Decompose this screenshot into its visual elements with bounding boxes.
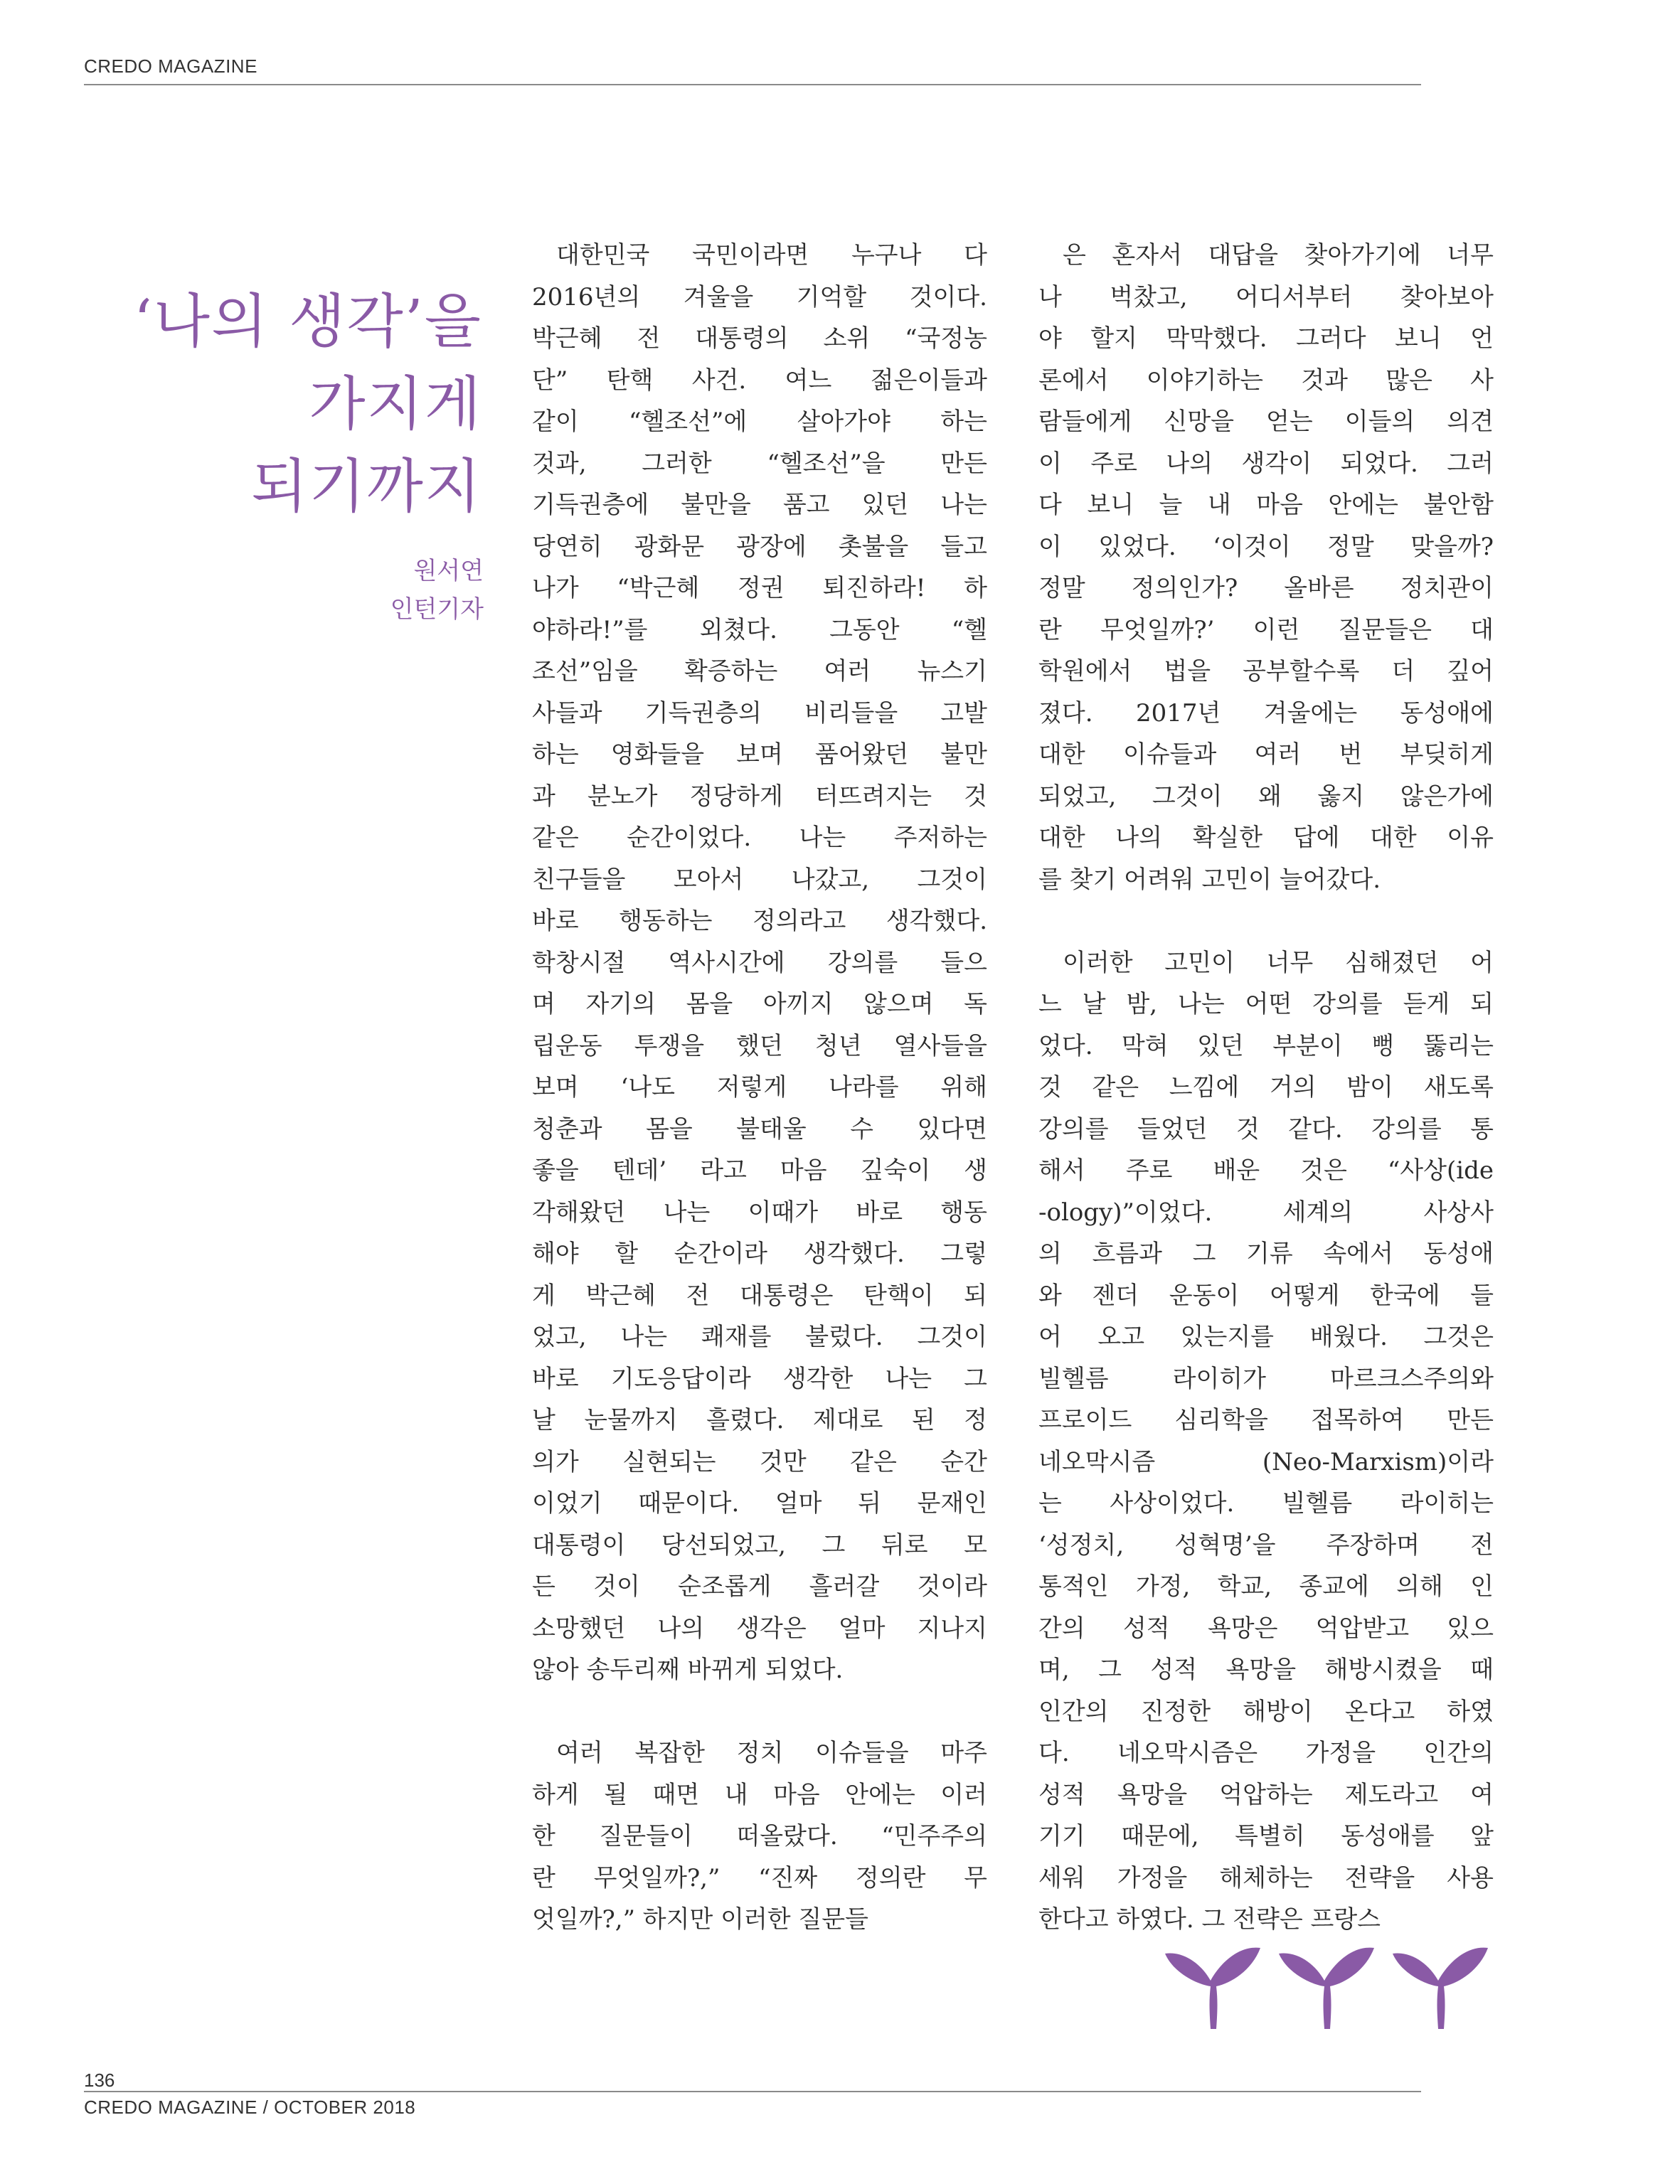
body-text-line: 대통령이 당선되었고, 그 뒤로 모 xyxy=(532,1530,987,1560)
body-text-line: 빌헬름 라이히가 마르크스주의와 xyxy=(1038,1364,1494,1393)
body-text-line: 하는 영화들을 보며 품어왔던 불만 xyxy=(532,740,987,769)
body-text-line: 대한 나의 확실한 답에 대한 이유 xyxy=(1038,824,1494,852)
page-number: 136 xyxy=(84,2070,115,2091)
body-text-line: 바로 행동하는 정의라고 생각했다. xyxy=(532,907,987,935)
body-text-line: 립운동 투쟁을 했던 청년 열사들을 xyxy=(532,1031,987,1060)
body-text-line: 며 자기의 몸을 아끼지 않으며 독 xyxy=(532,990,987,1018)
body-text-line: 것과, 그러한 “헬조선”을 만든 xyxy=(532,449,987,478)
body-text-line: 론에서 이야기하는 것과 많은 사 xyxy=(1038,366,1494,395)
body-text-line: -ology)”이었다. 세계의 사상사 xyxy=(1038,1198,1494,1227)
body-text-line: 이 주로 나의 생각이 되었다. 그러 xyxy=(1038,449,1494,478)
body-text-line: 통적인 가정, 학교, 종교에 의해 인 xyxy=(1038,1572,1494,1601)
sprout-icon xyxy=(1279,1948,1374,2029)
body-text-line: 친구들을 모아서 나갔고, 그것이 xyxy=(532,865,987,894)
body-text-line: 었고, 나는 쾌재를 불렀다. 그것이 xyxy=(532,1323,987,1351)
body-text-line: 바로 기도응답이라 생각한 나는 그 xyxy=(532,1364,987,1393)
body-text-line: 세워 가정을 해체하는 전략을 사용 xyxy=(1038,1863,1494,1892)
sprout-icon xyxy=(1165,1948,1260,2029)
body-text-line: 다 보니 늘 내 마음 안에는 불안함 xyxy=(1038,491,1494,519)
body-text-line: 강의를 들었던 것 같다. 강의를 통 xyxy=(1038,1114,1494,1144)
body-text-line: 란 무엇일까?’ 이런 질문들은 대 xyxy=(1038,615,1494,644)
body-text-line: 같은 순간이었다. 나는 주저하는 xyxy=(532,824,987,852)
body-text-line: ‘성정치, 성혁명’을 주장하며 전 xyxy=(1038,1530,1494,1560)
body-text-line: 은 혼자서 대답을 찾아가기에 너무 xyxy=(1063,241,1494,270)
body-text-line: 며, 그 성적 욕망을 해방시켰을 때 xyxy=(1038,1656,1494,1684)
paragraph-gap xyxy=(1038,900,1494,942)
footer-title: CREDO MAGAZINE / OCTOBER 2018 xyxy=(84,2097,416,2118)
body-text-line: 성적 욕망을 억압하는 제도라고 여 xyxy=(1038,1780,1494,1809)
body-text-line: 야 할지 막막했다. 그러다 보니 언 xyxy=(1038,324,1494,353)
paragraph-gap xyxy=(532,1691,987,1733)
body-text-line: 대한민국 국민이라면 누구나 다 xyxy=(556,241,987,270)
body-text-line: 네오막시즘 (Neo-Marxism)이라 xyxy=(1038,1447,1494,1476)
body-text-line: 람들에게 신망을 얻는 이들의 의견 xyxy=(1038,407,1494,436)
body-text-line: 란 무엇일까?,” “진짜 정의란 무 xyxy=(532,1863,987,1892)
body-text-line: 날 눈물까지 흘렸다. 제대로 된 정 xyxy=(532,1406,987,1434)
body-text-line: 같이 “헬조선”에 살아가야 하는 xyxy=(532,407,987,436)
body-text-line: 한 질문들이 떠올랐다. “민주주의 xyxy=(532,1822,987,1850)
body-text-line: 대한 이슈들과 여러 번 부딪히게 xyxy=(1038,740,1494,769)
body-text-line: 학창시절 역사시간에 강의를 들으 xyxy=(532,948,987,977)
body-text-line: 않아 송두리째 바뀌게 되었다. xyxy=(532,1656,844,1684)
body-text-line: 해야 할 순간이라 생각했다. 그렇 xyxy=(532,1240,987,1268)
body-text-line: 단” 탄핵 사건. 여느 젊은이들과 xyxy=(532,366,987,395)
body-text-line: 든 것이 순조롭게 흘러갈 것이라 xyxy=(532,1572,987,1601)
body-text-line: 이 있었다. ‘이것이 정말 맞을까? xyxy=(1038,532,1494,561)
body-text-line: 박근혜 전 대통령의 소위 “국정농 xyxy=(532,324,987,353)
footer-rule xyxy=(84,2091,1421,2092)
body-text-line: 2016년의 겨울을 기억할 것이다. xyxy=(532,282,987,311)
body-text-line: 느 날 밤, 나는 어떤 강의를 듣게 되 xyxy=(1038,990,1494,1018)
byline xyxy=(242,552,484,629)
article-title-line: ‘나의 생각’을 xyxy=(133,288,482,356)
header-rule xyxy=(84,84,1421,85)
body-text-line: 조선”임을 확증하는 여러 뉴스기 xyxy=(532,657,987,686)
article-column-right xyxy=(1038,235,1494,1941)
body-text-line: 소망했던 나의 생각은 얼마 지나지 xyxy=(532,1614,987,1643)
body-text-line: 다. 네오막시즘은 가정을 인간의 xyxy=(1038,1739,1494,1767)
body-text-line: 이었기 때문이다. 얼마 뒤 문재인 xyxy=(532,1489,987,1518)
body-text-line: 프로이드 심리학을 접목하여 만든 xyxy=(1038,1406,1494,1434)
body-text-line: 여러 복잡한 정치 이슈들을 마주 xyxy=(556,1739,987,1767)
body-text-line: 학원에서 법을 공부할수록 더 깊어 xyxy=(1038,657,1494,686)
article-title xyxy=(84,281,482,528)
body-text-line: 의가 실현되는 것만 같은 순간 xyxy=(532,1447,987,1476)
body-text-line: 좋을 텐데’ 라고 마음 깊숙이 생 xyxy=(532,1156,987,1185)
body-text-line: 간의 성적 욕망은 억압받고 있으 xyxy=(1038,1614,1494,1643)
body-text-line: 당연히 광화문 광장에 촛불을 들고 xyxy=(532,532,987,561)
body-text-line: 해서 주로 배운 것은 “사상(ide xyxy=(1038,1156,1494,1185)
article-column-left xyxy=(532,235,987,1941)
body-text-line: 게 박근혜 전 대통령은 탄핵이 되 xyxy=(532,1281,987,1310)
body-text-line: 었다. 막혀 있던 부분이 뻥 뚫리는 xyxy=(1038,1031,1494,1060)
body-text-line: 것 같은 느낌에 거의 밤이 새도록 xyxy=(1038,1073,1494,1102)
byline-role: 인턴기자 xyxy=(390,595,484,624)
article-title-line: 가지게 xyxy=(309,371,482,438)
body-text-line: 어 오고 있는지를 배웠다. 그것은 xyxy=(1038,1323,1494,1351)
body-text-line: 정말 정의인가? 올바른 정치관이 xyxy=(1038,574,1494,602)
body-text-line: 와 젠더 운동이 어떻게 한국에 들 xyxy=(1038,1281,1494,1310)
body-text-line: 졌다. 2017년 겨울에는 동성애에 xyxy=(1038,698,1494,728)
body-text-line: 청춘과 몸을 불태울 수 있다면 xyxy=(532,1114,987,1144)
body-text-line: 기기 때문에, 특별히 동성애를 앞 xyxy=(1038,1822,1494,1850)
body-text-line: 야하라!”를 외쳤다. 그동안 “헬 xyxy=(532,615,987,644)
body-text-line: 나가 “박근혜 정권 퇴진하라! 하 xyxy=(532,574,987,602)
byline-author: 원서연 xyxy=(413,557,484,585)
article-title-line: 되기까지 xyxy=(251,453,482,521)
body-text-line: 의 흐름과 그 기류 속에서 동성애 xyxy=(1038,1240,1494,1268)
body-text-line: 를 찾기 어려워 고민이 늘어갔다. xyxy=(1038,865,1381,894)
body-text-line: 사들과 기득권층의 비리들을 고발 xyxy=(532,698,987,728)
body-text-line: 각해왔던 나는 이때가 바로 행동 xyxy=(532,1198,987,1227)
body-text-line: 과 분노가 정당하게 터뜨려지는 것 xyxy=(532,782,987,811)
body-text-line: 엇일까?,” 하지만 이러한 질문들 xyxy=(532,1905,868,1934)
sprout-icon xyxy=(1393,1948,1488,2029)
sprout-decoration xyxy=(1159,1938,1494,2030)
body-text-line: 한다고 하였다. 그 전략은 프랑스 xyxy=(1038,1905,1381,1934)
body-text-line: 이러한 고민이 너무 심해졌던 어 xyxy=(1063,948,1494,977)
body-text-line: 되었고, 그것이 왜 옳지 않은가에 xyxy=(1038,782,1494,811)
body-text-line: 나 벅찼고, 어디서부터 찾아보아 xyxy=(1038,282,1494,311)
header-title: CREDO MAGAZINE xyxy=(84,55,257,77)
body-text-line: 는 사상이었다. 빌헬름 라이히는 xyxy=(1038,1489,1494,1518)
body-text-line: 보며 ‘나도 저렇게 나라를 위해 xyxy=(532,1073,987,1102)
body-text-line: 하게 될 때면 내 마음 안에는 이러 xyxy=(532,1780,987,1809)
body-text-line: 기득권층에 불만을 품고 있던 나는 xyxy=(532,491,987,519)
body-text-line: 인간의 진정한 해방이 온다고 하였 xyxy=(1038,1697,1494,1726)
